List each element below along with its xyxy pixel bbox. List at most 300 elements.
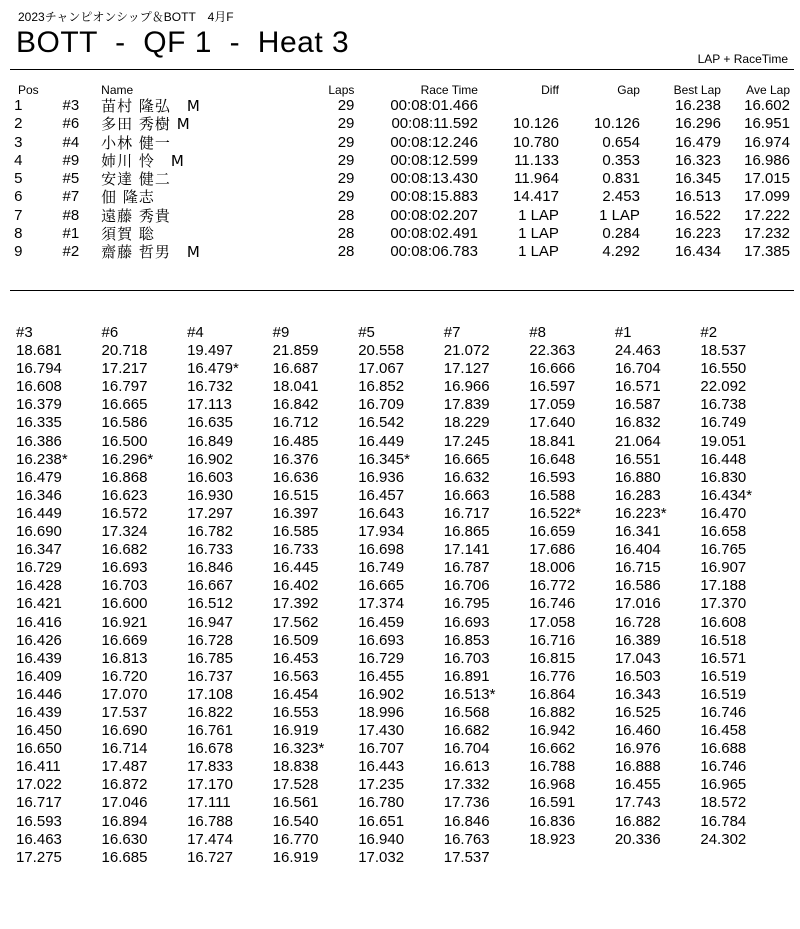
lap-time-cell: 16.714 (101, 740, 148, 758)
lap-time-cell: 16.780 (358, 794, 405, 812)
lap-time-cell: 16.815 (529, 649, 576, 667)
lap-time-cell: 17.686 (529, 541, 576, 559)
lap-time-cell: 16.738 (700, 396, 747, 414)
lap-time-cell: 16.728 (187, 631, 233, 649)
lap-time-cell: 16.386 (16, 432, 62, 450)
lap-time-cell: 16.587 (614, 396, 661, 414)
result-gap: 1 LAP (599, 206, 640, 224)
lap-time-cell: 16.632 (443, 468, 490, 486)
lap-time-cell: 16.788 (187, 812, 233, 830)
lap-time-cell: 18.006 (529, 559, 576, 577)
lap-time-cell: 17.736 (443, 794, 490, 812)
col-diff-header: Diff (541, 83, 559, 97)
lap-row (16, 523, 786, 541)
result-pos: 8 (14, 225, 23, 243)
lap-time-cell: 16.864 (529, 685, 576, 703)
lap-time-cell: 16.571 (700, 649, 747, 667)
lap-time-cell: 16.522* (529, 504, 581, 522)
result-driver-name: 佃 隆志 (101, 188, 155, 207)
lap-time-cell: 16.585 (272, 523, 319, 541)
lap-time-cell: 16.965 (700, 776, 747, 794)
lap-time-cell: 16.402 (272, 577, 319, 595)
lap-time-cell: 16.525 (614, 703, 661, 721)
lap-time-cell: 17.032 (358, 848, 405, 866)
lap-time-cell: 17.537 (101, 703, 148, 721)
result-kart-number: #2 (62, 243, 80, 261)
lap-time-cell: 16.727 (187, 848, 233, 866)
lap-time-cell: 16.717 (443, 504, 490, 522)
lap-time-cell: 16.880 (614, 468, 661, 486)
lap-time-cell: 16.853 (443, 631, 490, 649)
lap-row (16, 451, 786, 469)
result-pos: 2 (14, 115, 23, 133)
result-gap: 0.654 (602, 133, 640, 151)
lap-time-cell: 21.072 (443, 342, 490, 360)
result-driver-name: 須賀 聡 (101, 225, 155, 244)
result-kart-number: #3 (62, 97, 80, 114)
result-pos: 7 (14, 206, 23, 224)
lap-time-cell: 18.996 (358, 703, 405, 721)
result-pos: 4 (14, 151, 23, 169)
lap-time-cell: 16.513* (443, 685, 496, 703)
result-laps: 29 (337, 151, 355, 169)
lap-time-cell: 17.058 (529, 613, 576, 631)
lap-time-cell: 16.746 (700, 758, 747, 776)
result-laps: 29 (337, 97, 355, 114)
lap-time-cell: 16.706 (443, 577, 490, 595)
lap-time-cell: 16.453 (272, 649, 319, 667)
lap-time-cell: 16.693 (443, 613, 490, 631)
lap-time-cell: 17.392 (272, 595, 319, 613)
lap-time-cell: 16.470 (700, 504, 747, 522)
lap-row (16, 396, 786, 414)
lap-time-cell: 16.693 (101, 559, 148, 577)
lap-time-cell: 17.743 (614, 794, 661, 812)
result-diff: 11.133 (514, 151, 559, 169)
result-row (0, 243, 800, 261)
lap-time-cell: 16.733 (272, 541, 319, 559)
result-laps: 28 (337, 243, 355, 261)
result-race-time: 00:08:12.246 (390, 133, 478, 151)
lap-time-cell: 16.635 (187, 414, 233, 432)
lap-time-cell: 16.882 (529, 703, 576, 721)
result-best-lap: 16.345 (675, 170, 721, 188)
lap-time-cell: 18.041 (272, 378, 319, 396)
lap-time-cell: 16.685 (101, 848, 148, 866)
lap-time-cell: 16.662 (529, 740, 576, 758)
lap-time-cell: 16.770 (272, 830, 319, 848)
lap-time-cell: 16.797 (101, 378, 148, 396)
lap-times-header-row (16, 324, 786, 342)
lap-time-cell: 16.749 (358, 559, 405, 577)
lap-time-cell: 16.238* (16, 450, 68, 468)
lap-time-cell: 16.450 (16, 722, 62, 740)
lap-time-cell: 16.776 (529, 667, 576, 685)
result-row (0, 134, 800, 152)
lap-time-cell: 16.729 (358, 649, 405, 667)
result-driver-name: 苗村 隆弘 M (101, 97, 201, 115)
lap-time-cell: 16.540 (272, 812, 319, 830)
lap-time-cell: 16.787 (443, 559, 490, 577)
col-avelap-header: Ave Lap (746, 83, 790, 97)
result-gap: 2.453 (602, 188, 640, 206)
result-best-lap: 16.296 (675, 115, 721, 133)
result-kart-number: #1 (62, 225, 80, 243)
lap-column-header: #1 (614, 324, 632, 341)
lap-row (16, 342, 786, 360)
lap-row (16, 632, 786, 650)
lap-time-cell: 16.794 (16, 360, 62, 378)
lap-time-cell: 17.370 (700, 595, 747, 613)
lap-row (16, 595, 786, 613)
lap-time-cell: 16.968 (529, 776, 576, 794)
lap-time-cell: 16.512 (187, 595, 233, 613)
lap-time-cell: 17.562 (272, 613, 319, 631)
lap-time-cell: 16.389 (614, 631, 661, 649)
result-race-time: 00:08:12.599 (390, 151, 478, 169)
event-subtitle: 2023チャンピオンシップ＆BOTT 4月F (18, 10, 234, 24)
result-pos: 9 (14, 243, 23, 261)
lap-time-cell: 16.678 (187, 740, 233, 758)
lap-row (16, 378, 786, 396)
lap-time-cell: 16.586 (614, 577, 661, 595)
lap-row (16, 831, 786, 849)
lap-time-cell: 16.623 (101, 486, 148, 504)
lap-time-cell: 16.665 (101, 396, 148, 414)
lap-time-cell: 17.324 (101, 523, 148, 541)
result-row (0, 225, 800, 243)
lap-time-cell: 16.485 (272, 432, 319, 450)
col-laps-header: Laps (328, 83, 355, 97)
lap-time-cell: 16.669 (101, 631, 148, 649)
lap-time-cell: 17.113 (187, 396, 232, 414)
result-pos: 5 (14, 170, 23, 188)
lap-time-cell: 16.852 (358, 378, 405, 396)
lap-time-cell: 16.343 (614, 685, 661, 703)
lap-time-cell: 16.479* (187, 360, 239, 378)
lap-time-cell: 16.784 (700, 812, 747, 830)
result-race-time: 00:08:02.207 (390, 206, 478, 224)
lap-row (16, 740, 786, 758)
result-row (0, 207, 800, 225)
lap-time-cell: 16.704 (614, 360, 661, 378)
lap-time-cell: 17.108 (187, 685, 233, 703)
lap-time-cell: 16.940 (358, 830, 405, 848)
lap-time-cell: 16.561 (272, 794, 319, 812)
lap-time-cell: 16.572 (101, 504, 148, 522)
lap-column-header: #5 (358, 324, 375, 341)
lap-time-cell: 16.443 (358, 758, 405, 776)
lap-time-cell: 17.487 (101, 758, 148, 776)
lap-time-cell: 17.245 (443, 432, 490, 450)
lap-time-cell: 16.296* (101, 450, 154, 468)
lap-time-cell: 16.421 (16, 595, 62, 613)
top-divider (10, 69, 794, 70)
result-driver-name: 安達 健二 (101, 170, 171, 189)
lap-time-cell: 16.746 (700, 703, 747, 721)
lap-time-cell: 19.497 (187, 342, 233, 360)
result-ave-lap: 17.015 (744, 170, 790, 188)
lap-time-cell: 16.379 (16, 396, 62, 414)
lap-time-cell: 16.921 (101, 613, 148, 631)
lap-row (16, 704, 786, 722)
lap-time-cell: 17.374 (358, 595, 405, 613)
lap-time-cell: 20.718 (101, 342, 148, 360)
lap-row (16, 668, 786, 686)
lap-time-cell: 16.416 (16, 613, 62, 631)
lap-time-cell: 16.832 (614, 414, 661, 432)
lap-column-header: #8 (529, 324, 546, 341)
lap-time-cell: 16.586 (101, 414, 148, 432)
lap-time-cell: 16.500 (101, 432, 148, 450)
lap-row (16, 433, 786, 451)
lap-time-cell: 16.503 (614, 667, 661, 685)
lap-time-cell: 16.733 (187, 541, 233, 559)
lap-time-cell: 16.663 (443, 486, 490, 504)
lap-time-cell: 16.223* (614, 504, 667, 522)
lap-time-cell: 16.603 (187, 468, 233, 486)
lap-time-cell: 17.934 (358, 523, 405, 541)
lap-time-cell: 16.551 (614, 450, 661, 468)
lap-time-cell: 16.397 (272, 504, 319, 522)
lap-time-cell: 16.666 (529, 360, 576, 378)
lap-time-cell: 16.563 (272, 667, 319, 685)
lap-time-cell: 16.782 (187, 523, 233, 541)
result-laps: 29 (337, 115, 355, 133)
lap-time-cell: 16.942 (529, 722, 576, 740)
lap-time-cell: 16.872 (101, 776, 148, 794)
lap-time-cell: 17.839 (443, 396, 490, 414)
result-best-lap: 16.323 (675, 151, 721, 169)
lap-time-cell: 18.572 (700, 794, 747, 812)
lap-time-cell: 16.947 (187, 613, 233, 631)
result-kart-number: #6 (62, 115, 80, 133)
lap-time-cell: 16.882 (614, 812, 661, 830)
result-row (0, 170, 800, 188)
lap-time-cell: 19.051 (700, 432, 747, 450)
lap-time-cell: 16.976 (614, 740, 661, 758)
result-best-lap: 16.513 (675, 188, 721, 206)
result-gap: 10.126 (594, 115, 640, 133)
lap-time-cell: 17.297 (187, 504, 233, 522)
lap-time-cell: 16.687 (272, 360, 319, 378)
lap-row (16, 722, 786, 740)
lap-time-cell: 17.111 (187, 794, 231, 812)
result-ave-lap: 17.099 (744, 188, 790, 206)
lap-time-cell: 16.439 (16, 703, 62, 721)
lap-time-cell: 16.439 (16, 649, 62, 667)
lap-time-cell: 24.302 (700, 830, 747, 848)
result-race-time: 00:08:06.783 (390, 243, 478, 261)
lap-time-cell: 16.346 (16, 486, 62, 504)
lap-time-cell: 16.936 (358, 468, 405, 486)
lap-row (16, 686, 786, 704)
lap-time-cell: 16.335 (16, 414, 62, 432)
result-driver-name: 多田 秀樹 M (101, 115, 191, 134)
lap-time-cell: 17.016 (614, 595, 661, 613)
lap-time-cell: 17.022 (16, 776, 62, 794)
lap-time-cell: 17.430 (358, 722, 405, 740)
lap-time-cell: 21.064 (614, 432, 661, 450)
lap-column-header: #6 (101, 324, 119, 341)
lap-time-cell: 16.765 (700, 541, 747, 559)
result-race-time: 00:08:01.466 (390, 97, 478, 114)
result-row (0, 152, 800, 170)
lap-time-cell: 16.519 (700, 667, 747, 685)
lap-time-cell: 16.822 (187, 703, 233, 721)
lap-time-cell: 16.608 (700, 613, 747, 631)
lap-time-cell: 16.888 (614, 758, 661, 776)
result-best-lap: 16.238 (675, 97, 721, 114)
lap-time-cell: 16.509 (272, 631, 319, 649)
result-kart-number: #8 (62, 206, 80, 224)
lap-time-cell: 17.170 (187, 776, 233, 794)
lap-time-cell: 16.703 (443, 649, 490, 667)
result-race-time: 00:08:15.883 (390, 188, 478, 206)
result-pos: 6 (14, 188, 23, 206)
lap-time-cell: 16.463 (16, 830, 62, 848)
lap-time-cell: 16.836 (529, 812, 576, 830)
lap-time-cell: 16.732 (187, 378, 233, 396)
lap-time-cell (700, 849, 786, 867)
lap-time-cell: 18.923 (529, 830, 576, 848)
result-driver-name: 遠藤 秀貴 (101, 206, 171, 225)
lap-time-cell: 16.688 (700, 740, 747, 758)
lap-time-cell: 16.795 (443, 595, 490, 613)
lap-time-cell: 16.907 (700, 559, 747, 577)
lap-time-cell: 16.460 (614, 722, 661, 740)
lap-time-cell: 17.833 (187, 758, 233, 776)
lap-time-cell: 16.698 (358, 541, 405, 559)
result-diff (478, 97, 559, 115)
result-driver-name: 小林 健一 (101, 133, 171, 152)
result-driver-name: 姉川 怜 M (101, 151, 185, 170)
lap-time-cell: 16.665 (443, 450, 490, 468)
lap-time-cell: 16.593 (529, 468, 576, 486)
lap-time-cell: 16.636 (272, 468, 319, 486)
lap-time-cell: 17.046 (101, 794, 148, 812)
results-table (0, 83, 800, 262)
lap-time-cell: 16.658 (700, 523, 747, 541)
lap-time-cell: 17.332 (443, 776, 490, 794)
lap-time-cell: 16.542 (358, 414, 405, 432)
result-best-lap: 16.434 (675, 243, 721, 261)
lap-time-cell: 17.127 (443, 360, 490, 378)
lap-time-cell: 16.571 (614, 378, 661, 396)
result-best-lap: 16.479 (675, 133, 721, 151)
result-diff: 11.964 (514, 170, 559, 188)
result-row (0, 188, 800, 206)
lap-time-cell: 16.704 (443, 740, 490, 758)
lap-column-header: #7 (443, 324, 461, 341)
lap-time-cell: 16.729 (16, 559, 62, 577)
lap-time-cell: 17.528 (272, 776, 319, 794)
lap-time-cell: 16.446 (16, 685, 62, 703)
lap-time-cell: 18.681 (16, 342, 62, 360)
lap-time-cell: 16.457 (358, 486, 405, 504)
result-row (0, 115, 800, 133)
results-header-row (0, 83, 800, 97)
lap-time-cell: 16.449 (358, 432, 405, 450)
lap-column-header: #4 (187, 324, 204, 341)
lap-time-cell: 16.553 (272, 703, 319, 721)
lap-time-cell (529, 849, 615, 867)
lap-time-cell: 17.070 (101, 685, 148, 703)
lap-time-cell: 16.846 (443, 812, 490, 830)
lap-time-cell: 16.682 (443, 722, 490, 740)
lap-time-cell: 16.712 (272, 414, 319, 432)
lap-time-cell: 16.813 (101, 649, 148, 667)
lap-time-cell: 16.763 (443, 830, 490, 848)
lap-time-cell: 17.188 (700, 577, 747, 595)
lap-time-cell: 22.092 (700, 378, 747, 396)
result-ave-lap: 17.385 (744, 243, 790, 261)
lap-row (16, 849, 786, 867)
lap-time-cell: 16.404 (614, 541, 661, 559)
lap-time-cell: 20.336 (614, 830, 661, 848)
lap-time-cell: 22.363 (529, 342, 576, 360)
lap-time-cell: 16.659 (529, 523, 576, 541)
lap-time-cell: 16.630 (101, 830, 148, 848)
lap-row (16, 414, 786, 432)
result-laps: 29 (337, 133, 355, 151)
lap-time-cell: 17.537 (443, 848, 490, 866)
lap-time-cell: 17.141 (443, 541, 490, 559)
results-divider (10, 290, 794, 291)
result-gap: 0.353 (602, 151, 640, 169)
col-racetime-header: Race Time (420, 83, 478, 97)
result-pos: 3 (14, 133, 23, 151)
lap-row (16, 577, 786, 595)
lap-time-cell: 16.919 (272, 722, 319, 740)
result-race-time: 00:08:02.491 (390, 225, 478, 243)
lap-time-cell: 16.746 (529, 595, 576, 613)
lap-time-cell: 17.043 (614, 649, 661, 667)
lap-time-cell: 16.600 (101, 595, 148, 613)
result-race-time: 00:08:13.430 (390, 170, 478, 188)
lap-time-cell: 16.409 (16, 667, 62, 685)
lap-time-cell: 16.737 (187, 667, 233, 685)
lap-time-cell: 16.891 (443, 667, 490, 685)
lap-time-cell: 16.323* (272, 740, 325, 758)
lap-row (16, 758, 786, 776)
lap-time-cell: 16.682 (101, 541, 148, 559)
lap-time-cell: 16.728 (614, 613, 661, 631)
lap-row (16, 614, 786, 632)
lap-time-cell: 21.859 (272, 342, 319, 360)
lap-time-cell: 16.519 (700, 685, 747, 703)
lap-time-cell: 16.894 (101, 812, 148, 830)
lap-time-cell: 16.690 (16, 523, 62, 541)
lap-row (16, 487, 786, 505)
lap-time-cell: 18.838 (272, 758, 319, 776)
lap-time-cell: 16.709 (358, 396, 405, 414)
lap-time-cell: 16.458 (700, 722, 747, 740)
result-laps: 28 (337, 206, 355, 224)
lap-time-cell: 16.902 (358, 685, 405, 703)
lap-time-cell: 16.707 (358, 740, 405, 758)
lap-row (16, 505, 786, 523)
result-row (0, 97, 800, 115)
result-race-time: 00:08:11.592 (391, 115, 478, 133)
lap-time-cell: 16.591 (529, 794, 576, 812)
lap-time-cell: 16.426 (16, 631, 62, 649)
lap-row (16, 469, 786, 487)
result-gap: 4.292 (602, 243, 640, 261)
result-laps: 29 (337, 170, 355, 188)
lap-time-cell: 18.229 (443, 414, 490, 432)
result-diff: 14.417 (513, 188, 559, 206)
